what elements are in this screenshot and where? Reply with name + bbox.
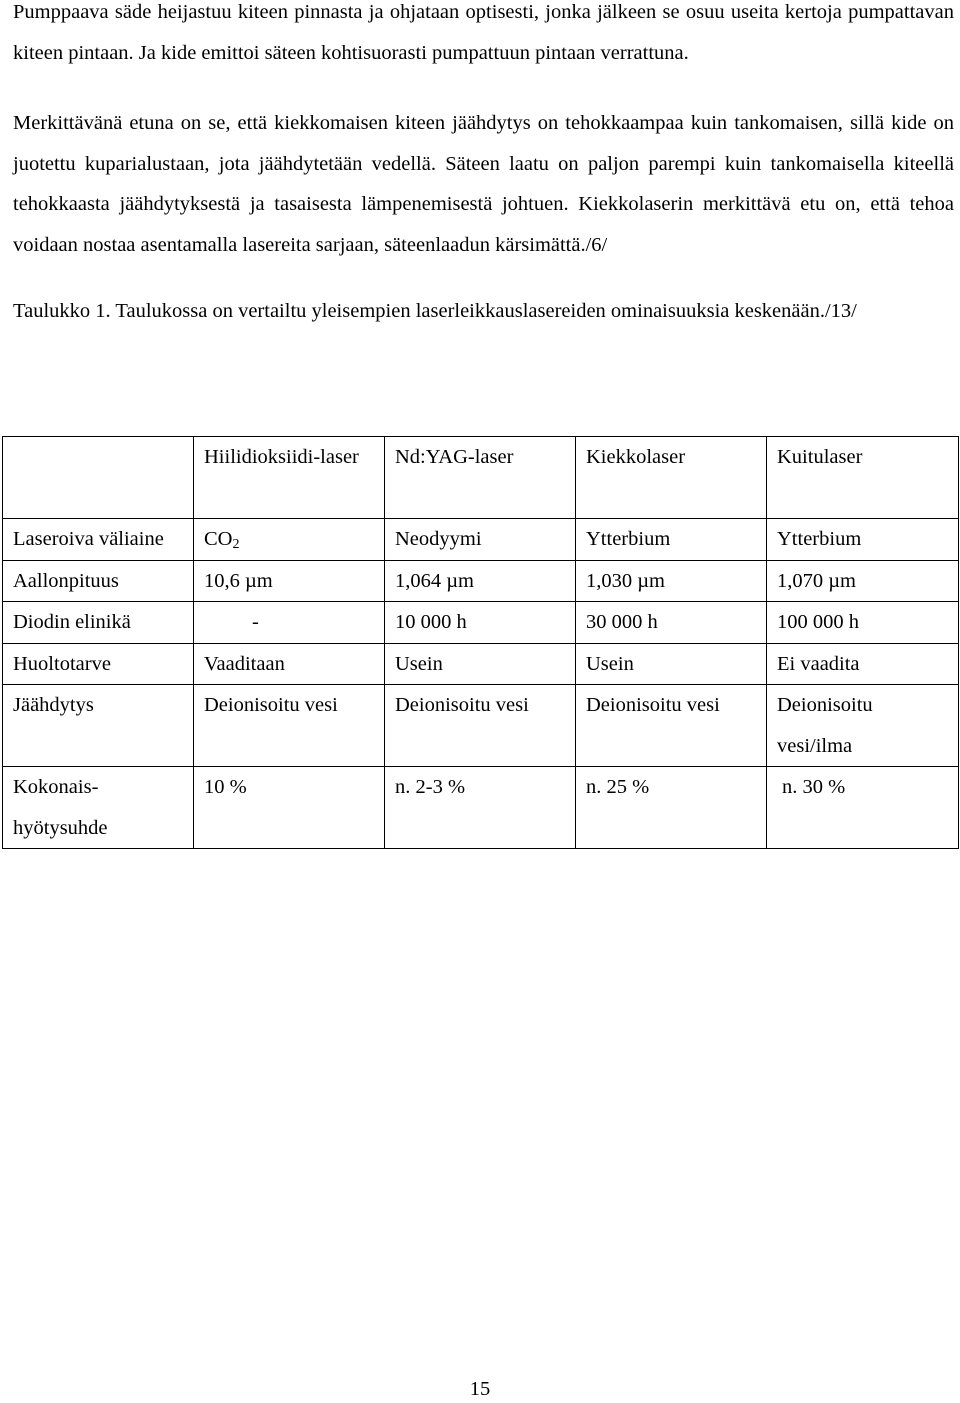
row-label-diode: Diodin elinikä: [3, 602, 194, 644]
paragraph-disk-laser-advantages: Merkittävänä etuna on se, että kiekkomaisen kiteen jäähdytys on tehokkaampaa kuin tankomaisen, sillä kide on juotettu kuparialustaan, jota jäähdytetään vedellä. Säteen laatu on paljon parempi kuin tankomaisella kiteellä tehokkaasta jäähdytyksestä ja tasaisesta lämpenemisestä johtuen. Kiekkolaserin merkittävä etu on, että tehoa voidaan nostaa asentamalla lasereita sarjaan, säteenlaadun kärsimättä./6/: [13, 112, 954, 256]
cell-ndyag-cooling: Deionisoitu vesi: [385, 685, 576, 767]
row-label-medium: Laseroiva väliaine: [3, 519, 194, 561]
laser-comparison-table: [2, 436, 959, 849]
row-label-maintenance: Huoltotarve: [3, 643, 194, 685]
cell-disk-efficiency: n. 25 %: [576, 767, 767, 849]
row-label-cooling: Jäähdytys: [3, 685, 194, 767]
cell-co2-efficiency: 10 %: [194, 767, 385, 849]
cell-ndyag-efficiency: n. 2-3 %: [385, 767, 576, 849]
table-caption: Taulukko 1. Taulukossa on vertailtu yleisempien laserleikkauslasereiden ominaisuuksia keskenään./13/: [13, 300, 857, 322]
cell-co2-medium: [194, 519, 385, 561]
cell-disk-wavelength: 1,030 µm: [576, 560, 767, 602]
cell-fiber-wavelength: 1,070 µm: [767, 560, 959, 602]
cell-ndyag-maintenance: Usein: [385, 643, 576, 685]
cell-co2-diode: -: [194, 602, 385, 644]
cell-co2-maintenance: Vaaditaan: [194, 643, 385, 685]
header-co2-laser: Hiilidioksiidi-laser: [194, 437, 385, 519]
table-row: [3, 643, 959, 685]
table-row: [3, 685, 959, 767]
document-page: [13, 0, 954, 332]
table-row: [3, 560, 959, 602]
co2-main-text: CO: [204, 528, 233, 550]
cell-fiber-efficiency: n. 30 %: [767, 767, 959, 849]
co2-subscript: 2: [232, 537, 240, 552]
row-label-efficiency: Kokonais-hyötysuhde: [3, 767, 194, 849]
table-header-row: [3, 437, 959, 519]
cell-co2-cooling: Deionisoitu vesi: [194, 685, 385, 767]
cell-fiber-medium: Ytterbium: [767, 519, 959, 561]
cell-disk-medium: Ytterbium: [576, 519, 767, 561]
header-ndyag-laser: Nd:YAG-laser: [385, 437, 576, 519]
table-row: [3, 519, 959, 561]
page-number: 15: [469, 1378, 491, 1400]
cell-fiber-diode: 100 000 h: [767, 602, 959, 644]
header-disk-laser: Kiekkolaser: [576, 437, 767, 519]
cell-disk-maintenance: Usein: [576, 643, 767, 685]
cell-ndyag-diode: 10 000 h: [385, 602, 576, 644]
table-corner-cell: [3, 437, 194, 519]
cell-disk-cooling: Deionisoitu vesi: [576, 685, 767, 767]
cell-co2-wavelength: 10,6 µm: [194, 560, 385, 602]
paragraph-pumping-beam: Pumppaava säde heijastuu kiteen pinnasta ja ohjataan optisesti, jonka jälkeen se osuu useita kertoja pumpattavan kiteen pintaan. Ja kide emittoi säteen kohtisuorasti pumpattuun pintaan verrattuna.: [13, 1, 954, 64]
cell-ndyag-wavelength: 1,064 µm: [385, 560, 576, 602]
row-label-wavelength: Aallonpituus: [3, 560, 194, 602]
table-row: [3, 767, 959, 849]
cell-disk-diode: 30 000 h: [576, 602, 767, 644]
cell-fiber-maintenance: Ei vaadita: [767, 643, 959, 685]
table-row: [3, 602, 959, 644]
header-fiber-laser: Kuitulaser: [767, 437, 959, 519]
cell-ndyag-medium: Neodyymi: [385, 519, 576, 561]
cell-fiber-cooling: Deionisoitu vesi/ilma: [767, 685, 959, 767]
